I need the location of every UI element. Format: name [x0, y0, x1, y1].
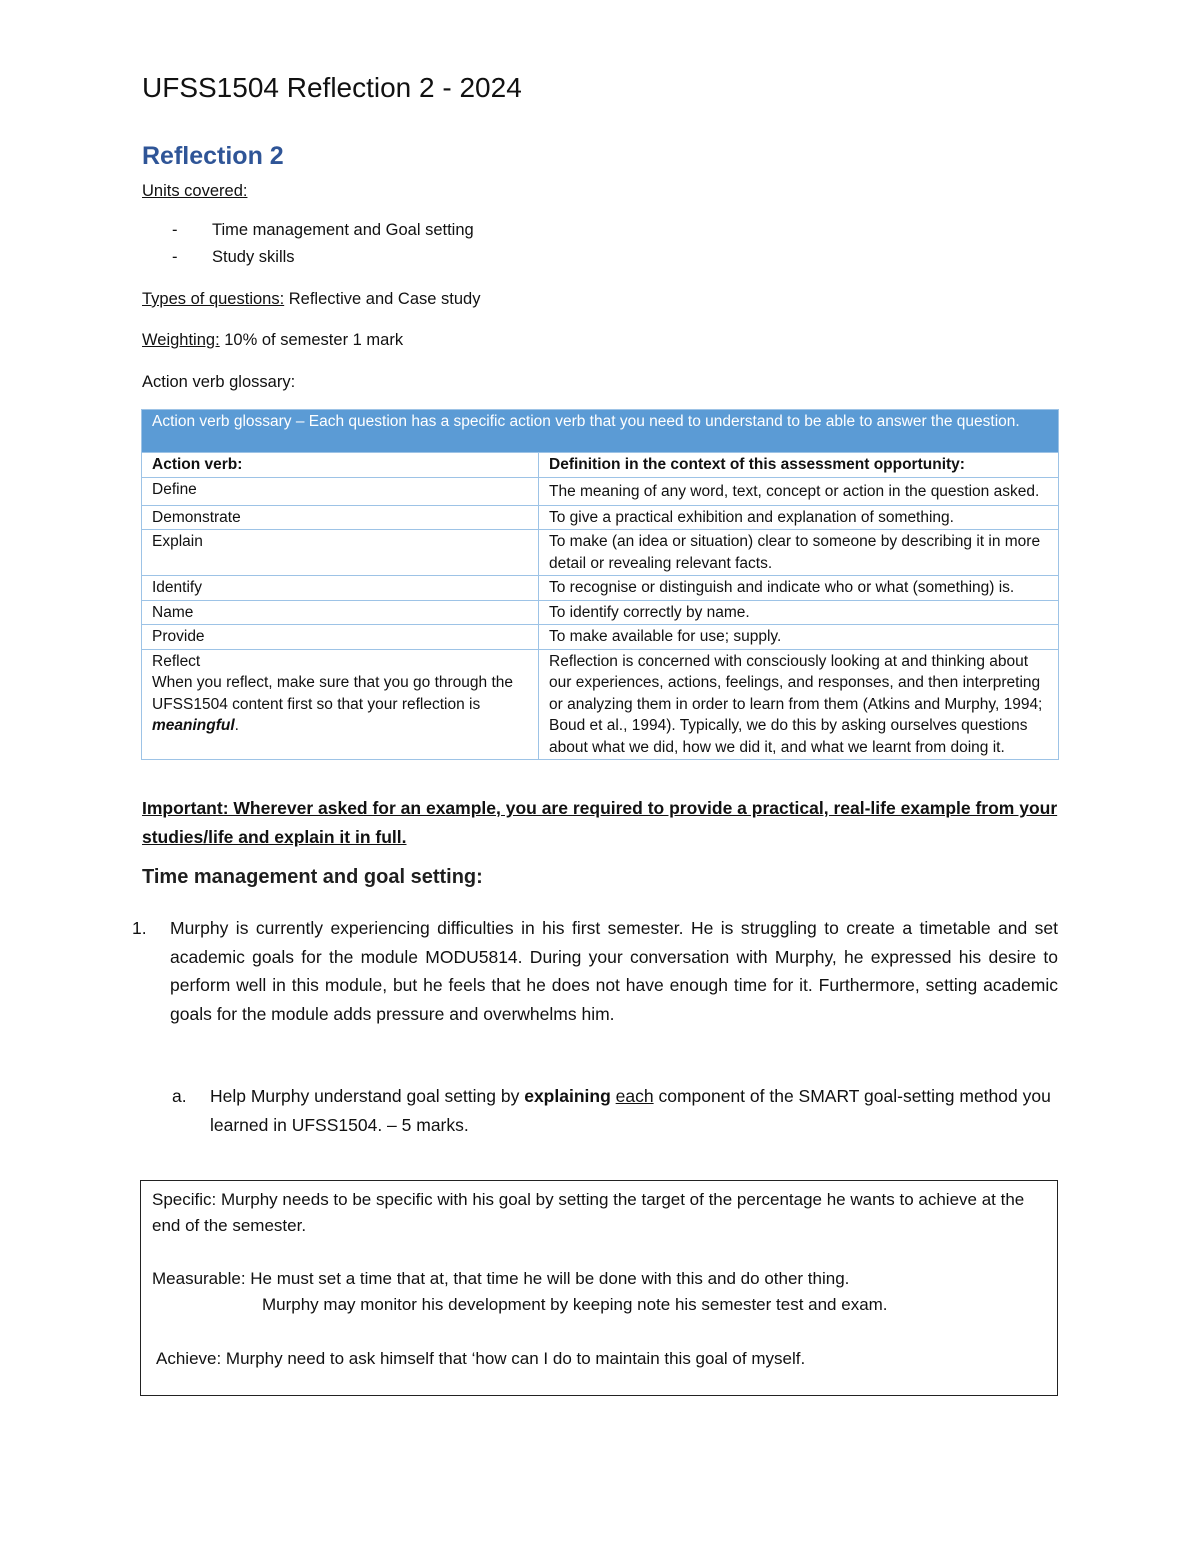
- table-row: [142, 453, 1059, 478]
- answer-measurable-continued: Murphy may monitor his development by keeping note his semester test and exam.: [262, 1295, 888, 1314]
- glossary-definition: To recognise or distinguish and indicate who or what (something) is.: [539, 576, 1059, 601]
- weighting: [142, 329, 403, 351]
- question-letter: a.: [172, 1086, 187, 1106]
- glossary-verb: Name: [142, 600, 539, 625]
- glossary-verb: Explain: [142, 530, 539, 576]
- answer-achieve: Achieve: Murphy need to ask himself that ‘how can I do to maintain this goal of myself.: [156, 1349, 806, 1368]
- reflect-note-end: .: [234, 717, 239, 734]
- types-value: Reflective and Case study: [284, 290, 481, 308]
- q1a-text-end: component of the SMART goal-setting method you learned in UFSS1504. – 5 marks.: [210, 1086, 1051, 1135]
- units-covered-label: Units covered:: [142, 182, 248, 200]
- column-header-verb: Action verb:: [142, 453, 539, 478]
- glossary-definition: To make available for use; supply.: [539, 625, 1059, 650]
- glossary-verb-reflect: [142, 649, 539, 760]
- glossary-definition: To identify correctly by name.: [539, 600, 1059, 625]
- answer-specific: Specific: Murphy needs to be specific with his goal by setting the target of the percentage he wants to achieve at the end of the semester.: [152, 1190, 1025, 1235]
- glossary-verb: Provide: [142, 625, 539, 650]
- glossary-verb: Define: [142, 477, 539, 505]
- glossary-header: Action verb glossary – Each question has a specific action verb that you need to understand to be able to answer the question.: [142, 410, 1059, 453]
- question-1a: [172, 1082, 1062, 1140]
- action-verb-glossary-table: [141, 409, 1059, 760]
- weighting-label: Weighting:: [142, 331, 220, 349]
- glossary-definition: To make (an idea or situation) clear to someone by describing it in more detail or revealing relevant facts.: [539, 530, 1059, 576]
- types-label: Types of questions:: [142, 290, 285, 308]
- bullet-dash: -: [172, 248, 178, 266]
- question-number: 1.: [132, 918, 147, 938]
- glossary-verb: Identify: [142, 576, 539, 601]
- q1a-underlined-word: each: [615, 1086, 654, 1106]
- bullet-dash: -: [172, 221, 178, 239]
- weighting-value: 10% of semester 1 mark: [219, 331, 404, 349]
- important-note: Important: Wherever asked for an example, you are required to provide a practical, real-life example from your studies/life and explain it in full.: [142, 798, 1058, 847]
- document-title: UFSS1504 Reflection 2 - 2024: [142, 72, 522, 103]
- question-1-text: Murphy is currently experiencing difficulties in his first semester. He is struggling to create a timetable and set academic goals for the module MODU5814. During your conversation with Murphy, he expressed his desire to perform well in this module, but he feels that he does not have enough time for it. Furthermore, setting academic goals for the module adds pressure and overwhelms him.: [170, 918, 1058, 1024]
- list-item: [172, 219, 474, 246]
- answer-box[interactable]: [140, 1180, 1058, 1396]
- table-row: [142, 530, 1059, 576]
- glossary-intro: Action verb glossary:: [142, 373, 296, 391]
- glossary-verb: Demonstrate: [142, 505, 539, 530]
- reflect-note-text: When you reflect, make sure that you go through the UFSS1504 content first so that your reflection is: [152, 674, 514, 713]
- reflect-note-emphasis: meaningful: [152, 717, 235, 734]
- units-list: [172, 219, 474, 273]
- unit-item-label: Study skills: [212, 248, 295, 266]
- glossary-definition: The meaning of any word, text, concept or action in the question asked.: [539, 477, 1059, 505]
- table-row: [142, 625, 1059, 650]
- q1a-text-start: Help Murphy understand goal setting by: [210, 1086, 525, 1106]
- glossary-definition: Reflection is concerned with consciously looking at and thinking about our experiences, actions, feelings, and responses, and then interpreting or analyzing them in order to learn from them (Atkins and Murphy, 1994; Boud et al., 1994). Typically, we do this by asking ourselves questions about what we did, how we did it, and what we learnt from doing it.: [539, 649, 1059, 760]
- list-item: [172, 246, 474, 273]
- section-heading: Reflection 2: [142, 142, 284, 170]
- reflect-verb: Reflect: [152, 652, 201, 670]
- table-row: [142, 576, 1059, 601]
- types-of-questions: [142, 288, 480, 310]
- question-1: [132, 914, 1058, 1028]
- glossary-definition: To give a practical exhibition and explanation of something.: [539, 505, 1059, 530]
- table-row: [142, 477, 1059, 505]
- answer-measurable: Measurable: He must set a time that at, that time he will be done with this and do other thing.: [152, 1269, 850, 1288]
- question-1a-text: [210, 1082, 1062, 1140]
- time-management-heading: Time management and goal setting:: [142, 866, 483, 888]
- column-header-definition: Definition in the context of this assessment opportunity:: [539, 453, 1059, 478]
- table-row: [142, 600, 1059, 625]
- table-row: [142, 649, 1059, 760]
- unit-item-label: Time management and Goal setting: [212, 221, 474, 239]
- reflect-note: [152, 672, 528, 737]
- q1a-bold-verb: explaining: [524, 1086, 611, 1106]
- table-row: [142, 505, 1059, 530]
